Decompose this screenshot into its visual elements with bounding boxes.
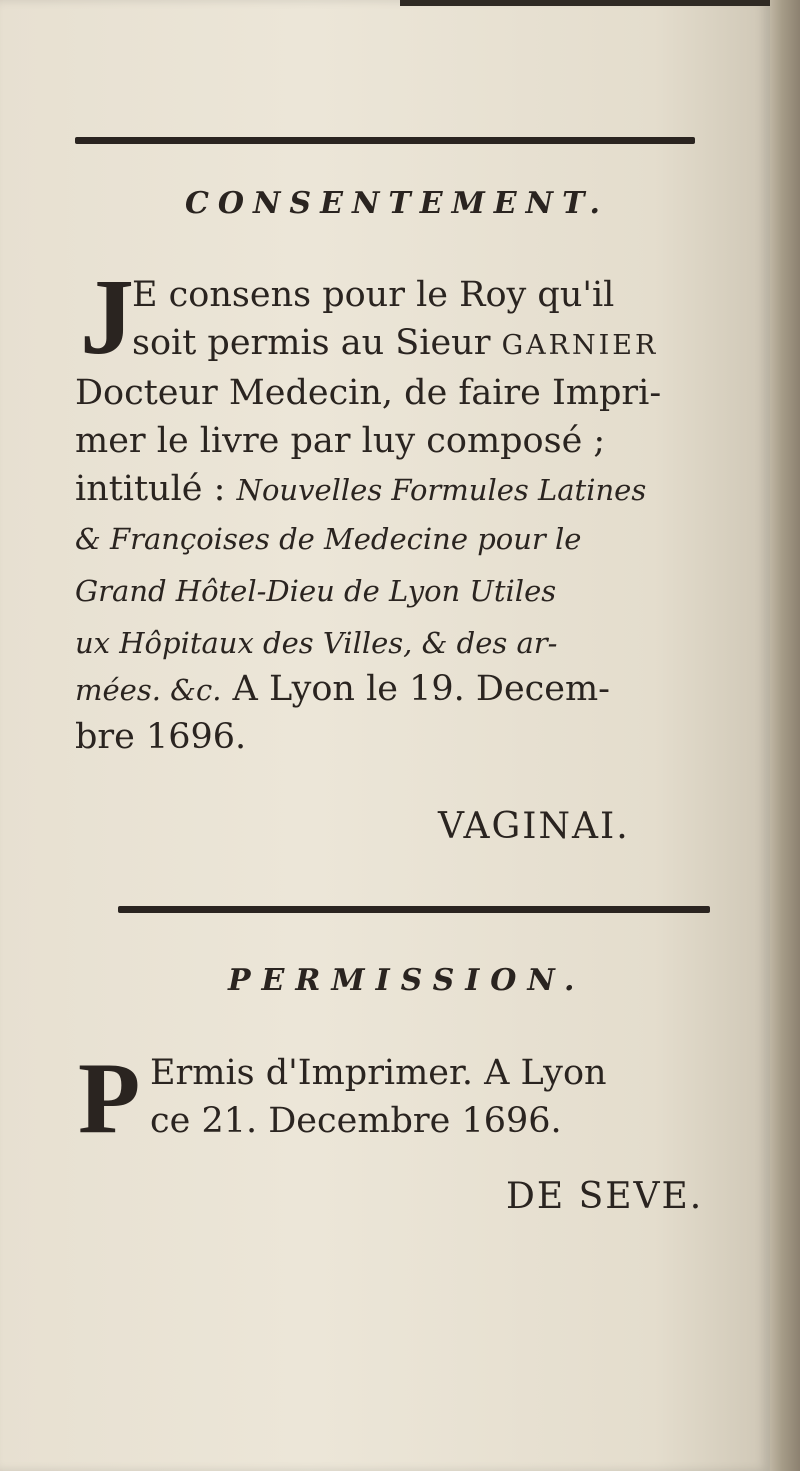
permission-drop-cap: P <box>78 1042 141 1155</box>
consent-line-5 <box>75 466 646 513</box>
consent-line-7: Grand Hôtel-Dieu de Lyon Utiles <box>75 574 557 608</box>
consent-line-2 <box>132 320 658 369</box>
consent-signature: VAGINAI. <box>438 806 630 847</box>
ornamental-rule-top <box>75 137 695 144</box>
permission-line-2: ce 21. Decembre 1696. <box>150 1101 562 1141</box>
consent-line-9-text: A Lyon le 19. Decem- <box>221 669 611 709</box>
consent-line-2-name: GARNIER <box>501 330 659 361</box>
consent-line-8: ux Hôpitaux des Villes, & des ar- <box>75 626 558 660</box>
consent-line-1: E consens pour le Roy qu'il <box>132 275 615 315</box>
consent-drop-cap: J <box>80 258 134 377</box>
permission-heading: PERMISSION. <box>228 963 586 998</box>
consent-line-6: & Françoises de Medecine pour le <box>75 522 582 556</box>
top-binding-edge <box>400 0 800 6</box>
consent-line-10: bre 1696. <box>75 717 247 757</box>
consent-heading: CONSENTEMENT. <box>185 186 609 221</box>
permission-line-1: Ermis d'Imprimer. A Lyon <box>150 1053 607 1093</box>
permission-signature: DE SEVE. <box>506 1176 704 1217</box>
consent-line-5-text: intitulé : <box>75 469 237 509</box>
page-fore-edge <box>770 0 800 1471</box>
consent-line-5-title: Nouvelles Formules Latines <box>236 473 647 507</box>
consent-line-3: Docteur Medecin, de faire Impri- <box>75 373 662 413</box>
consent-line-2-text: soit permis au Sieur <box>132 323 502 363</box>
ornamental-rule-middle <box>118 906 710 913</box>
consent-line-4: mer le livre par luy composé ; <box>75 421 606 461</box>
consent-line-9-italic: mées. &c. <box>75 673 222 707</box>
consent-line-9 <box>75 666 610 713</box>
